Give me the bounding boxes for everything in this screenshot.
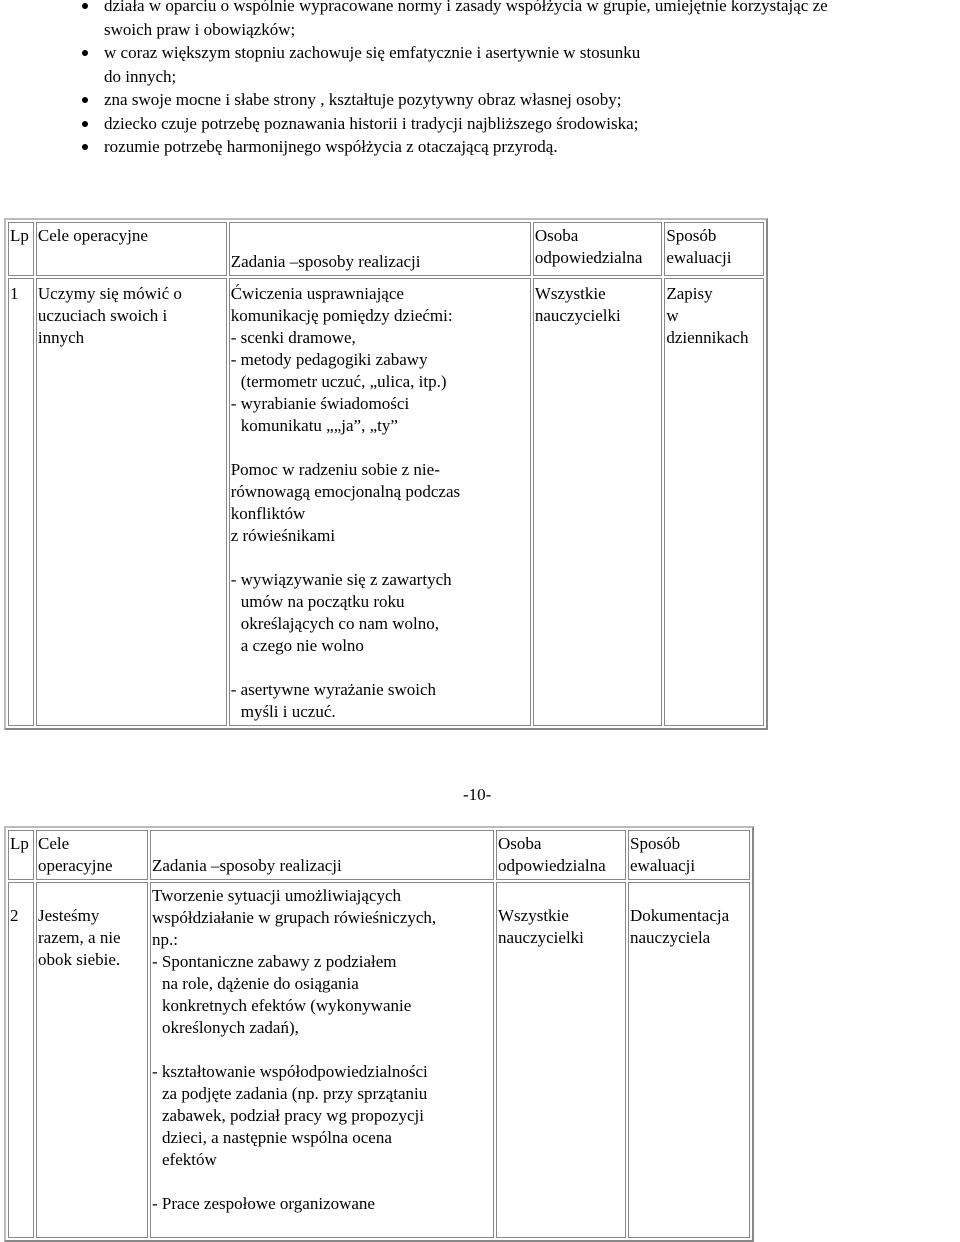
cell-line: dzieci, a następnie wspólna ocena — [162, 1128, 392, 1147]
list-item-text: swoich praw i obowiązków; — [104, 19, 296, 39]
cell-line: komunikację pomiędzy dziećmi: — [230, 306, 453, 325]
table-row — [8, 278, 764, 726]
row-lp: 1 — [8, 278, 34, 726]
cell-line: - kształtowanie współodpowiedzialności — [152, 1062, 428, 1081]
cell-line: a czego nie wolno — [240, 636, 364, 655]
cell-line: konkretnych efektów (wykonywanie — [162, 996, 412, 1015]
header-sposob — [664, 222, 764, 276]
header-cele: Cele operacyjne — [36, 222, 227, 276]
cell-line: Ćwiczenia usprawniające — [230, 284, 404, 303]
cell-line: Pomoc w radzeniu sobie z nie- — [230, 460, 440, 479]
cell-line: innych — [37, 328, 85, 347]
cell-line: odpowiedzialna — [498, 856, 606, 875]
cell-line: Wszystkie — [534, 284, 606, 303]
bullet-icon — [82, 3, 88, 9]
cell-line: efektów — [162, 1150, 217, 1169]
bullet-icon — [82, 97, 88, 103]
cell-line: uczuciach swoich i — [37, 306, 168, 325]
cell-line: z rówieśnikami — [230, 526, 336, 545]
bullet-icon — [82, 121, 88, 127]
cell-line: Cele — [38, 834, 70, 853]
list-item — [78, 135, 958, 159]
cell-line: nauczyciela — [630, 928, 711, 947]
goals-bullet-list — [78, 0, 958, 159]
cell-line: ewaluacji — [630, 856, 696, 875]
cell-line: (termometr uczuć, „ulica, itp.) — [240, 372, 447, 391]
cell-line: na role, dążenie do osiągania — [162, 974, 359, 993]
cell-line: - scenki dramowe, — [230, 328, 356, 347]
list-item-text: dziecko czuje potrzebę poznawania historii i tradycji najbliższego środowiska; — [104, 113, 639, 133]
list-item — [78, 112, 958, 136]
table-row — [8, 882, 750, 1238]
cell-line: ewaluacji — [666, 248, 732, 267]
row-lp: 2 — [8, 882, 34, 1238]
bullet-icon — [82, 50, 88, 56]
header-zadania: Zadania –sposoby realizacji — [150, 830, 494, 880]
list-item — [78, 88, 958, 112]
cell-line: myśli i uczuć. — [240, 702, 336, 721]
list-item-text: działa w oparciu o wspólnie wypracowane normy i zasady współżycia w grupie, umiejętnie korzystając ze — [104, 0, 828, 15]
cell-line: - Prace zespołowe organizowane — [152, 1194, 375, 1213]
cell-line: umów na początku roku — [240, 592, 405, 611]
list-item — [78, 0, 958, 18]
cell-line: - Spontaniczne zabawy z podziałem — [152, 952, 397, 971]
cell-line: Osoba — [498, 834, 542, 853]
cell-line: odpowiedzialna — [534, 248, 643, 267]
header-lp: Lp — [8, 222, 34, 276]
header-zadania: Zadania –sposoby realizacji — [229, 222, 531, 276]
cell-line: operacyjne — [38, 856, 113, 875]
header-osoba — [496, 830, 626, 880]
cell-line: Tworzenie sytuacji umożliwiających — [152, 886, 401, 905]
cell-line: razem, a nie — [38, 928, 121, 947]
row-zadania — [150, 882, 494, 1238]
list-item — [78, 41, 958, 65]
cell-line: zabawek, podział pracy wg propozycji — [162, 1106, 424, 1125]
cell-line: określających co nam wolno, — [240, 614, 439, 633]
row-sposob — [628, 882, 750, 1238]
cell-line: - wyrabianie świadomości — [230, 394, 410, 413]
plan-table-1 — [4, 218, 768, 730]
row-osoba — [496, 882, 626, 1238]
cell-line: Jesteśmy — [38, 906, 100, 925]
cell-line: - metody pedagogiki zabawy — [230, 350, 428, 369]
cell-line: Zapisy — [666, 284, 713, 303]
row-cele — [36, 278, 227, 726]
cell-line: Sposób — [666, 226, 717, 245]
plan-table-2 — [4, 826, 754, 1242]
table-header-row — [8, 222, 764, 276]
row-zadania — [229, 278, 531, 726]
list-item-text: zna swoje mocne i słabe strony , kształtuje pozytywny obraz własnej osoby; — [104, 90, 622, 109]
cell-line: Uczymy się mówić o — [37, 284, 182, 303]
row-sposob — [664, 278, 764, 726]
row-osoba — [533, 278, 663, 726]
cell-line: obok siebie. — [38, 950, 121, 969]
bullet-icon — [82, 144, 88, 150]
cell-line: nauczycielki — [498, 928, 584, 947]
cell-line: - wywiązywanie się z zawartych — [230, 570, 452, 589]
page-number: -10- — [463, 785, 492, 804]
list-item-text: w coraz większym stopniu zachowuje się emfatycznie i asertywnie w stosunku — [104, 43, 641, 62]
cell-line: równowagą emocjonalną podczas — [230, 482, 461, 501]
cell-line: za podjęte zadania (np. przy sprzątaniu — [162, 1084, 428, 1103]
cell-line: Sposób — [630, 834, 681, 853]
cell-line: w — [666, 306, 679, 325]
cell-line: nauczycielki — [534, 306, 621, 325]
list-item-text: do innych; — [104, 66, 177, 86]
header-lp: Lp — [8, 830, 34, 880]
list-item — [78, 65, 958, 89]
row-cele — [36, 882, 148, 1238]
cell-line: konfliktów — [230, 504, 306, 523]
header-cele — [36, 830, 148, 880]
cell-line: Wszystkie — [498, 906, 569, 925]
cell-line: Dokumentacja — [630, 906, 730, 925]
list-item-text: rozumie potrzebę harmonijnego współżycia z otaczającą przyrodą. — [104, 137, 558, 156]
table-header-row — [8, 830, 750, 880]
header-osoba — [533, 222, 663, 276]
cell-line: dziennikach — [666, 328, 749, 347]
cell-line: Osoba — [534, 226, 579, 245]
cell-line: komunikatu „„ja”, „ty” — [240, 416, 398, 435]
cell-line: - asertywne wyrażanie swoich — [230, 680, 437, 699]
list-item — [78, 18, 958, 42]
header-sposob — [628, 830, 750, 880]
cell-line: określonych zadań), — [162, 1018, 299, 1037]
cell-line: np.: — [152, 930, 178, 949]
cell-line: współdziałanie w grupach rówieśniczych, — [152, 908, 437, 927]
